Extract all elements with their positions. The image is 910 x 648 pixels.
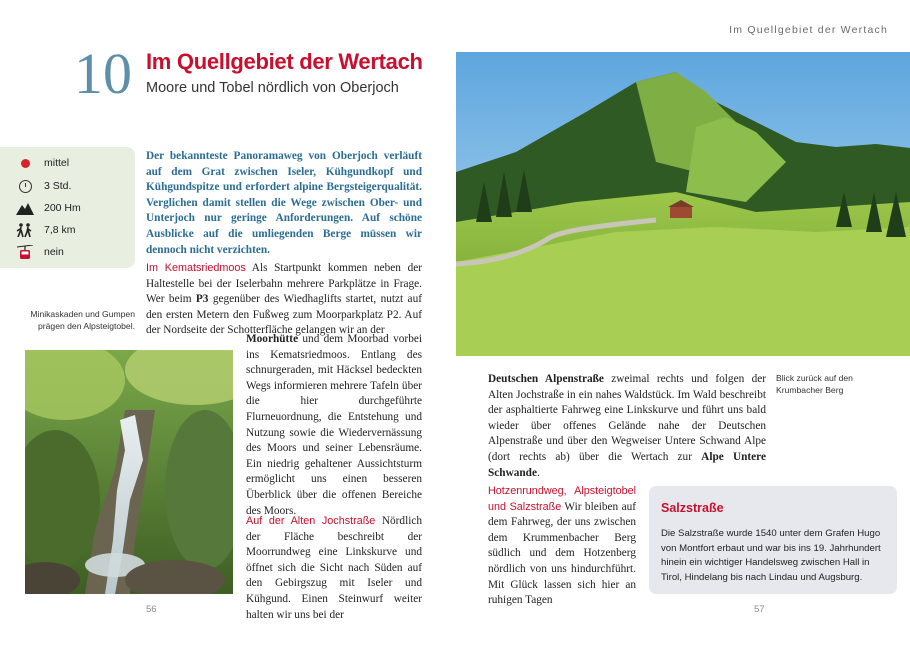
meadow-caption: Blick zurück auf den Krumbacher Berg xyxy=(776,373,853,395)
section-heading-kematsriedmoos: Im Kematsriedmoos xyxy=(146,262,246,274)
waterfall-caption: Minikaskaden und Gumpen prägen den Alpsteigtobel. xyxy=(30,309,135,331)
chapter-number: 10 xyxy=(74,41,132,106)
salzstrasse-info-box xyxy=(649,486,897,594)
page-number-left: 56 xyxy=(146,604,157,615)
salzstrasse-body: Die Salzstraße wurde 1540 unter dem Grafen Hugo von Montfort erbaut und war bis ins 19. Jahrhundert hinein ein wichtiger Handelsweg zwischen Hall in Tirol, Hindelang bis nach Lindau und Augsburg. xyxy=(661,528,881,583)
section-kematsriedmoos: Im Kematsriedmoos Als Startpunkt kommen neben der Haltestelle bei der Iselerbahn mehrere Parkplätze in Frage. Wer beim P3 gegenüber des Wiedhaglifts startet, nutzt auf den ersten Metern den Fußweg zum Moorparkplatz P2. Auf der Nordseite der Schotterfläche gelangen wir an der xyxy=(146,262,422,337)
info-elevation xyxy=(15,200,81,216)
difficulty-dot-icon xyxy=(21,159,30,168)
right-paragraph-alpenstrasse: Deutschen Alpenstraße zweimal rechts und folgen der Alten Jochstraße in ein nahes Waldstück. Im Wald beschreibt der asphaltierte Fahrweg eine Linkskurve und führt uns bald wieder über offenes Gelände nahe der Deutschen Alpenstraße und über den Wegweiser Untere Schwand Alpe (dort rechts ab) über die Wertach zur Alpe Untere Schwande. xyxy=(488,373,766,479)
clock-icon xyxy=(19,180,32,193)
page-title: Im Quellgebiet der Wertach xyxy=(146,49,423,74)
section-heading-hotzenrundweg: Hotzenrundweg, Alpsteigtobel und Salzstraße xyxy=(488,485,636,513)
distance-value: 7,8 km xyxy=(44,224,76,236)
info-distance xyxy=(15,222,76,238)
duration-value: 3 Std. xyxy=(44,180,72,192)
salzstrasse-title: Salzstraße xyxy=(661,501,724,515)
section-alte-jochstrasse: Auf der Alten Jochstraße Nördlich der Fläche beschreibt der Moorrundweg eine Linkskurve und öffnet sich die Sicht nach Süden auf den Gebirgszug mit Iseler und Kühgund. Einen Steinwurf weiter halten wir uns bei der xyxy=(246,515,423,621)
difficulty-value: mittel xyxy=(44,157,70,169)
info-difficulty xyxy=(15,155,69,171)
meadow-photo xyxy=(456,52,910,356)
info-lift xyxy=(15,244,64,260)
page-number-right: 57 xyxy=(754,604,765,615)
cable-car-icon xyxy=(15,244,35,260)
section-hotzenrundweg: Hotzenrundweg, Alpsteigtobel und Salzstraße Wir bleiben auf dem Fahrweg, der uns zwischen dem Krummenbacher Berg südlich und dem Hotzenberg nördlich von uns hindurchführt. Mit Glück lassen sich hier an ruhigen Tagen xyxy=(488,485,636,607)
mountain-icon xyxy=(15,200,35,216)
section-heading-alte-jochstrasse: Auf der Alten Jochstraße xyxy=(246,515,376,527)
elevation-value: 200 Hm xyxy=(44,202,81,214)
hiker-icon xyxy=(15,222,35,238)
info-duration xyxy=(15,178,71,194)
waterfall-photo xyxy=(25,350,233,594)
running-head: Im Quellgebiet der Wertach xyxy=(729,24,888,36)
page-subtitle: Moore und Tobel nördlich von Oberjoch xyxy=(146,80,399,96)
section-kematsriedmoos-continued: Moorhütte und dem Moorbad vorbei ins Kematsriedmoos. Entlang des schnurgeraden, mit Häcksel bedeckten Wegs informieren mehrere Tafeln über die hier durchgeführte Flurneuordnung, die Entstehung und Nutzung sowie die Wiedervernässung des Moors und seiner Lebensräume. Ein niedrig gehaltener Aussichtsturm ermöglicht uns einen besseren Überblick über die offenen Bereiche des Moors. xyxy=(246,333,422,517)
lift-value: nein xyxy=(44,246,64,258)
intro-paragraph: Der bekannteste Panoramaweg von Oberjoch verläuft auf dem Grat zwischen Iseler, Kühgundkopf und Kühgundspitze und erfordert alpine Bergsteigerqualität. Verglichen damit stellen die Wege zwischen Ober- und Unterjoch nur geringe Anforderungen. Auf schöne Ausblicke auf die umliegenden Berge müssen wir dennoch nicht verzichten. xyxy=(146,150,422,256)
tour-info-box xyxy=(0,147,135,268)
